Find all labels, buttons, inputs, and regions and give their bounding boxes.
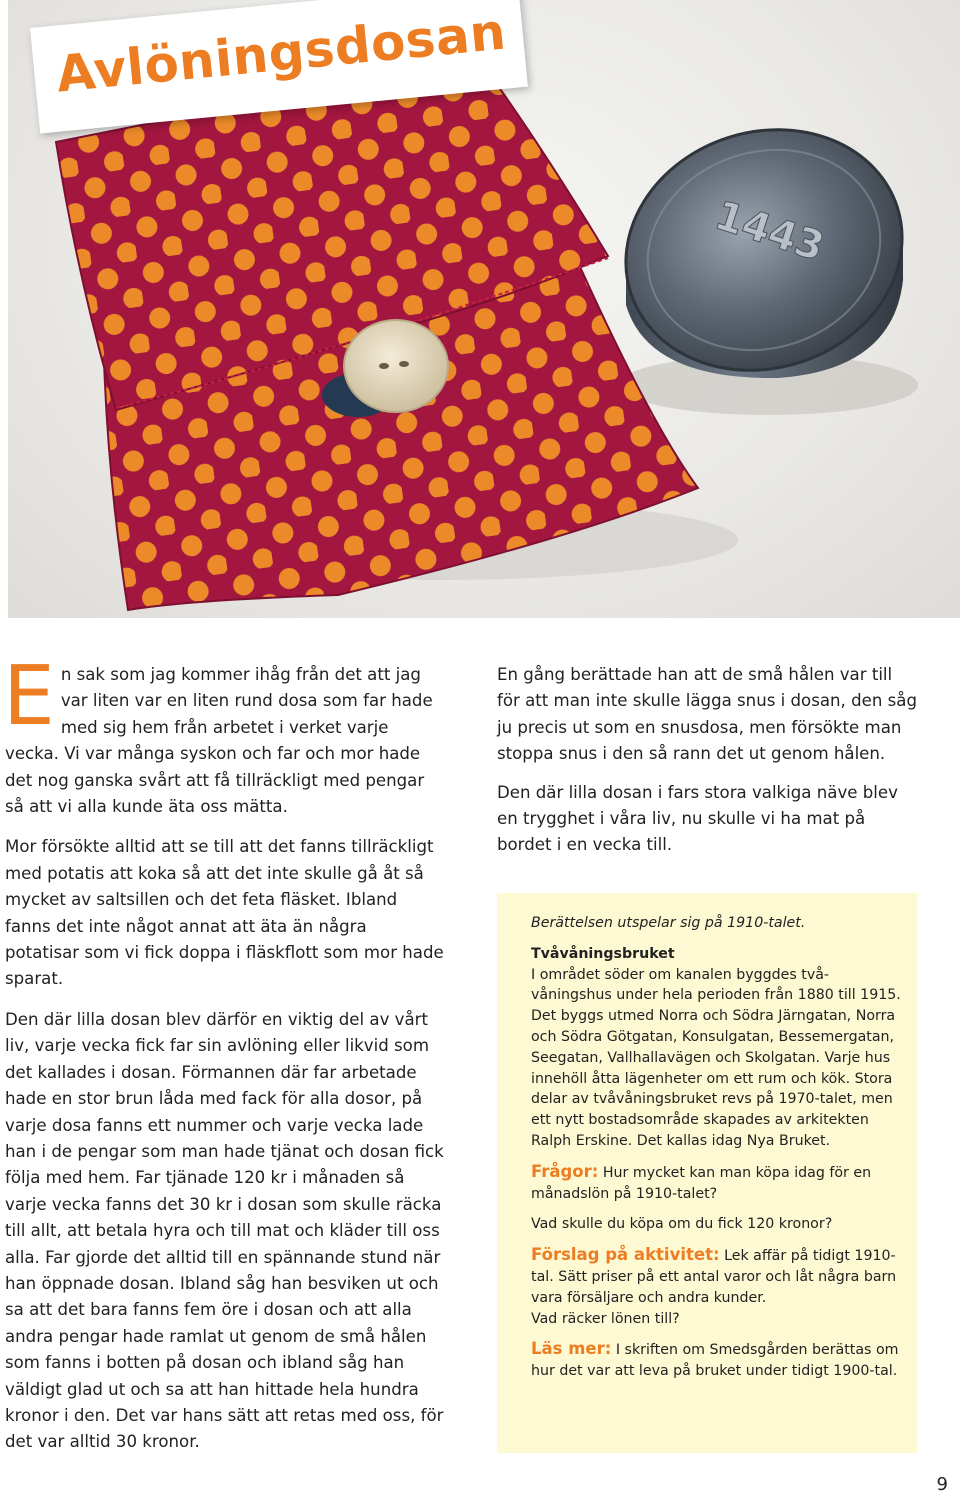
drop-cap: E [3,649,55,744]
era-note: Berättelsen utspelar sig på 1910-talet. [531,915,806,931]
activity-text: Lek affär på tidigt 1910-tal. Sätt priser på ett antal varor och låt några barn vara försäljare och andra kunder. [531,1248,897,1306]
factbox-heading: Tvåvåningsbruket [531,945,675,962]
right-column [497,662,917,871]
read-more-text: I skriften om Smedsgården berättas om hur det var att leva på bruket under tidigt 1900-tal. [531,1342,899,1380]
page-number: 9 [936,1474,948,1495]
factbox-body: I området söder om kanalen byggdes två-våningshus under hela perioden från 1880 till 1915. Det byggs utmed Norra och Södra Järngatan, Norra och Södra Götgatan, Konsulgatan, Bessemergatan, Seegatan, Vallhallavägen och Skolgatan. Varje hus innehöll åtta lägenheter om ett rum och kök. Stora delar av tvåvåningsbruket revs på 1970-talet, men ett nytt bostadsområde skapades av arkitekten Ralph Erskine. Det kallas idag Nya Bruket. [531,966,901,1149]
questions [531,1162,903,1205]
left-column [3,649,445,1470]
activity-question: Vad räcker lönen till? [531,1310,680,1327]
intro-text: n sak som jag kommer ihåg från det att jag var liten var en liten rund dosa som far hade med sig hem från arbetet i verket varje vecka. Vi var många syskon och far och mor hade det nog ganska svårt att få tillräckligt med pengar så att vi alla kunde äta oss mätta. [5,665,433,817]
tin-number: 1443 [709,192,830,271]
paragraph-mother: Mor försökte alltid att se till att det fanns tillräckligt med potatis att koka så att det inte skulle gå åt så mycket av saltsillen och det feta fläsket. Ibland fanns det inte något annat att äta än några potatisar som vi fick doppa i fläskflott som mor hade sparat. [5,837,444,989]
button-icon [344,320,448,412]
activity-label: Förslag på aktivitet: [531,1245,720,1265]
activity [531,1245,903,1329]
question-1: Hur mycket kan man köpa idag för en månadslön på 1910-talet? [531,1164,872,1202]
page-title: Avlöningsdosan [53,2,509,104]
intro-paragraph [3,649,445,820]
paragraph-holes: En gång berättade han att de små hålen var till för att man inte skulle lägga snus i dosan, den såg ju precis ut som en snusdosa, men försökte man stoppa snus i den så rann det ut genom hålen. [497,665,917,764]
read-more-label: Läs mer: [531,1339,612,1359]
paragraph-tin: Den där lilla dosan blev därför en viktig del av vårt liv, varje vecka fick far sin avlöning eller likvid som det kallades i dosan. Förmannen där far arbetade hade en stor brun låda med fack för alla dosor, på varje dosa fanns ett nummer och varje vecka lade han i de pengar som man hade tjänat och dosan fick följa med hem. Far tjänade 120 kr i månaden så varje vecka fanns det 30 kr i dosan som skulle räcka till allt, att betala hyra och till mat och kläder till oss alla. Far gjorde det alltid till en spännande stund när han öppnade dosan. Ibland såg han besviken ut och sa att det bara fanns fem öre i dosan och att alla andra pengar hade ramlat ut genom de små hålen som fanns i botten på dosan och ibland såg han väldigt glad ut och sa att han hittade hela hundra kronor i den. Det var hans sätt att retas med oss, för det var alltid 30 kronor. [5,1009,444,1452]
question-2: Vad skulle du köpa om du fick 120 kronor? [531,1216,833,1233]
fact-box [497,893,917,1453]
read-more [531,1339,903,1382]
questions-label: Frågor: [531,1161,599,1181]
paragraph-security: Den där lilla dosan i fars stora valkiga näve blev en trygghet i våra liv, nu skulle vi ha mat på bordet i en vecka till. [497,782,898,855]
